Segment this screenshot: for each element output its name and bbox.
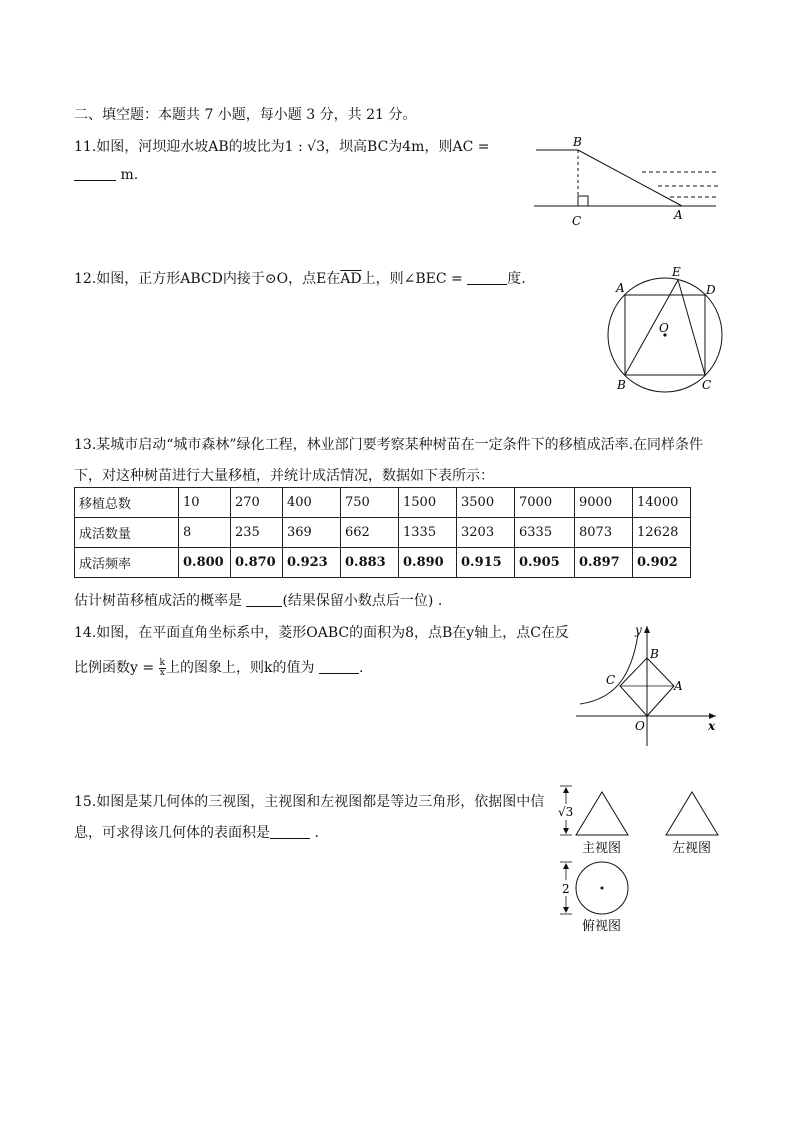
q11-label-b: B [573, 135, 582, 149]
table-cell: 6335 [515, 518, 575, 548]
q12-circle-figure [600, 262, 740, 398]
q13-text-line2: 下，对这种树苗进行大量移植，并统计成活情况，数据如下表所示： [74, 468, 494, 484]
table-cell: 235 [231, 518, 283, 548]
table-row-label: 移植总数 [75, 488, 179, 518]
q14-frac-den: x [159, 667, 165, 678]
table-cell: 270 [231, 488, 283, 518]
table-cell: 3203 [457, 518, 515, 548]
table-row [75, 488, 691, 518]
q15-dim-top: 2 [562, 882, 570, 896]
table-cell: 1500 [399, 488, 457, 518]
table-cell: 0.902 [633, 548, 691, 578]
q12-label-a: A [616, 281, 625, 295]
q14-text-line2 [74, 657, 363, 678]
q12-label-b: B [617, 378, 626, 392]
q15-line2-end: . [314, 825, 319, 841]
q15-three-views-figure [552, 784, 732, 939]
q14-label-y: y [635, 623, 642, 637]
table-cell: 8073 [575, 518, 633, 548]
table-cell: 3500 [457, 488, 515, 518]
section-title: 二、填空题：本题共 7 小题，每小题 3 分，共 21 分。 [74, 107, 417, 123]
q13-after-suffix: (结果保留小数点后一位) . [282, 593, 443, 609]
table-cell: 0.883 [341, 548, 399, 578]
table-cell: 14000 [633, 488, 691, 518]
q15-caption-side: 左视图 [672, 841, 712, 856]
q13-text-line1: 13.某城市启动“城市森林”绿化工程，林业部门要考察某种树苗在一定条件下的移植成活率.在同样条件 [74, 437, 704, 453]
q14-label-b: B [650, 647, 659, 661]
q14-label-c: C [606, 673, 616, 687]
table-cell: 0.923 [283, 548, 341, 578]
table-cell: 8 [179, 518, 231, 548]
q14-line2-prefix: 比例函数y = [74, 660, 155, 676]
table-cell: 10 [179, 488, 231, 518]
q14-coordinate-figure [570, 620, 725, 750]
q12-label-c: C [702, 378, 712, 392]
q12-answer-blank[interactable] [467, 270, 507, 285]
q11-answer-blank[interactable] [74, 166, 116, 181]
table-cell: 400 [283, 488, 341, 518]
q11-label-c: C [572, 214, 582, 228]
table-cell: 750 [341, 488, 399, 518]
table-cell: 0.905 [515, 548, 575, 578]
q15-answer-blank[interactable] [270, 824, 310, 839]
q12-middle: 上，则∠BEC = [361, 271, 463, 287]
q13-after-prefix: 估计树苗移植成活的概率是 [74, 593, 242, 609]
q15-text-line1: 15.如图是某几何体的三视图，主视图和左视图都是等边三角形，依据图中信 [74, 794, 545, 810]
table-cell: 0.870 [231, 548, 283, 578]
table-cell: 662 [341, 518, 399, 548]
q14-label-o: O [635, 719, 645, 733]
q12-label-d: D [706, 283, 716, 297]
table-cell: 369 [283, 518, 341, 548]
table-row [75, 518, 691, 548]
q14-text-line1: 14.如图，在平面直角坐标系中，菱形OABC的面积为8，点B在y轴上，点C在反 [74, 625, 569, 641]
table-row-label: 成活数量 [75, 518, 179, 548]
q13-table [74, 487, 691, 578]
q12-prefix: 12.如图，正方形ABCD内接于⊙O，点E在 [74, 271, 341, 287]
table-cell: 0.897 [575, 548, 633, 578]
q12-label-o: O [659, 321, 669, 335]
table-row-label: 成活频率 [75, 548, 179, 578]
table-cell: 12628 [633, 518, 691, 548]
q14-line2-end: . [358, 660, 364, 676]
q14-label-a: A [674, 679, 683, 693]
table-cell: 7000 [515, 488, 575, 518]
q15-caption-top: 俯视图 [582, 919, 622, 934]
q11-unit: m. [120, 167, 139, 183]
table-cell: 0.890 [399, 548, 457, 578]
q12-arc: $\overline{AD}$ [340, 271, 362, 287]
q13-answer-blank[interactable] [246, 592, 282, 607]
q15-line2-prefix: 息，可求得该几何体的表面积是 [74, 825, 270, 841]
table-row [75, 548, 691, 578]
q11-label-a: A [674, 208, 683, 222]
q12-text [74, 268, 526, 288]
q11-text: 11.如图，河坝迎水坡AB的坡比为1 : √3，坝高BC为4m，则AC = [74, 139, 490, 155]
q14-label-x: x [708, 719, 716, 733]
q12-label-e: E [672, 265, 681, 279]
q14-answer-blank[interactable] [319, 659, 359, 674]
q13-after [74, 590, 442, 610]
q14-line2-suffix: 上的图象上，则k的值为 [166, 660, 315, 676]
q12-suffix: 度. [507, 271, 526, 287]
q11-dam-figure [530, 134, 730, 234]
q15-dim-front: √3 [558, 805, 574, 819]
q15-caption-front: 主视图 [582, 841, 622, 856]
table-cell: 0.800 [179, 548, 231, 578]
table-cell: 9000 [575, 488, 633, 518]
q15-text-line2 [74, 822, 319, 842]
q11-answer-line [74, 166, 138, 183]
q14-frac-num: k [159, 657, 166, 668]
table-cell: 0.915 [457, 548, 515, 578]
q14-fraction [159, 659, 166, 678]
table-cell: 1335 [399, 518, 457, 548]
